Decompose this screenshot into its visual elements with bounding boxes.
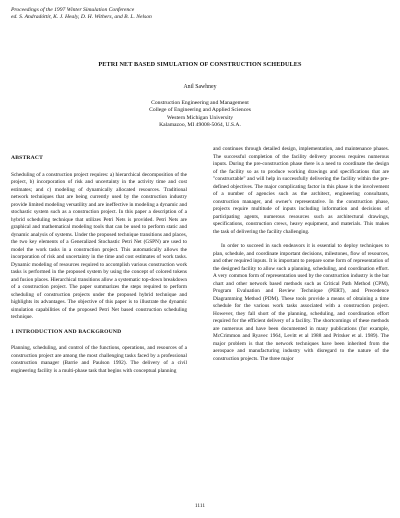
affiliation-line: College of Engineering and Applied Sciences [149, 107, 251, 114]
left-column [11, 155, 187, 382]
paper-title: PETRI NET BASED SIMULATION OF CONSTRUCTION SCHEDULES [98, 61, 302, 68]
abstract-text: Scheduling of a construction project requires: a) hierarchical decomposition of the project, b) incorporation of risk and uncertainty in the activity time and cost estimates; and c) modeling of dynamically allocated resources. Traditional network techniques that are being currently used by the construction industry provide limited modeling versatility and are ineffective in modeling a dynamic and stochastic system such as a construction project. In this paper a description of a hybrid scheduling technique that utilizes Petri Nets is provided. Petri Nets are graphical and mathematical modeling tools that can be used to perform static and dynamic analysis of systems. Under the proposed technique transitions and places, the two key elements of a Generalized Stochastic Petri Net (GSPN) are used to model the work tasks in a construction project. This automatically allows the incorporation of risk and uncertainty in the time and cost estimates of work tasks. Dynamic modeling of resources required to accomplish various construction work tasks is performed in the proposed system by using the concept of colored tokens and fusion places. Hierarchical transitions allow a systematic top-down breakdown of a construction project. The paper summarizes the steps required to perform scheduling of construction projects under the proposed hybrid technique and highlights its advantages. The objective of this paper is to illustrate the dynamic simulation capabilities of the proposed Petri Net based construction scheduling technique. [11, 171, 187, 320]
author-affiliation [0, 100, 400, 130]
section-1-paragraph: Planning, scheduling, and control of the functions, operations, and resources of a construction project are among the most challenging tasks faced by a professional construction manager (Barrie and Paulson 1992). The delivery of a civil engineering facility is a multi-phase task that begins with conceptual planning [11, 345, 187, 374]
proceedings-line-1: Proceedings of the 1997 Winter Simulation Conference [11, 7, 135, 13]
abstract-heading: ABSTRACT [11, 155, 44, 161]
section-1-heading: 1 INTRODUCTION AND BACKGROUND [11, 328, 122, 335]
proceedings-header [11, 7, 291, 21]
body-paragraph: and continues through detailed design, implementation, and maintenance phases. The successful completion of the facility delivery process requires numerous inputs. During the pre-construction phase there is a need to coordinate the design of the facility so as to produce working drawings and specifications that are "constructable" and will help in successfully delivering the facility within the pre-defined objectives. The major complicating factor in this phase is the involvement of a number of agencies such as the architect, engineering consultants, construction manager, and owner's representative. In the construction phase, projects require multitude of inputs including information and decisions of participating agents, numerous resources such as architectural drawings, specifications, construction crews, heavy equipment, and materials. This makes the task of delivering the facility challenging. [213, 146, 389, 235]
proceedings-line-2: ed. S. Andradóttir, K. J. Healy, D. H. Withers, and B. L. Nelson [11, 14, 152, 21]
author-name: Anil Sawhney [183, 84, 217, 90]
affiliation-line: Western Michigan University [166, 114, 234, 121]
right-column [213, 146, 389, 370]
page-number: 1111 [194, 503, 206, 509]
affiliation-line: Construction Engineering and Management [151, 100, 249, 106]
affiliation-line: Kalamazoo, MI 49008-5064, U.S.A. [159, 122, 241, 129]
body-paragraph: In order to succeed in such endeavors it is essential to deploy techniques to plan, schedule, and coordinate important decisions, milestones, flow of resources, and other required inputs. It is important to prepare some form of representation of the designed facility to allow such a planning, scheduling, and coordination effort. A very common form of representation used by the construction industry is the bar chart and other network based methods such as Critical Path Method (CPM), Program Evaluation and Review Technique (PERT), and Precedence Diagramming Method (PDM). These tools provide a means of obtaining a time schedule for the various work tasks associated with a construction project. However, they fall short of the planning, scheduling, and coordination effort required for the efficient delivery of a facility. The shortcomings of these methods are numerous and have been documented in many publications (for example, McCrimmon and Ryavec 1964, Levitt et al 1988 and Pritsker et al. 1989). The major problem is that the network techniques have been inherited from the aerospace and manufacturing industry with disregard to the nature of the construction projects. The three major [213, 243, 389, 362]
